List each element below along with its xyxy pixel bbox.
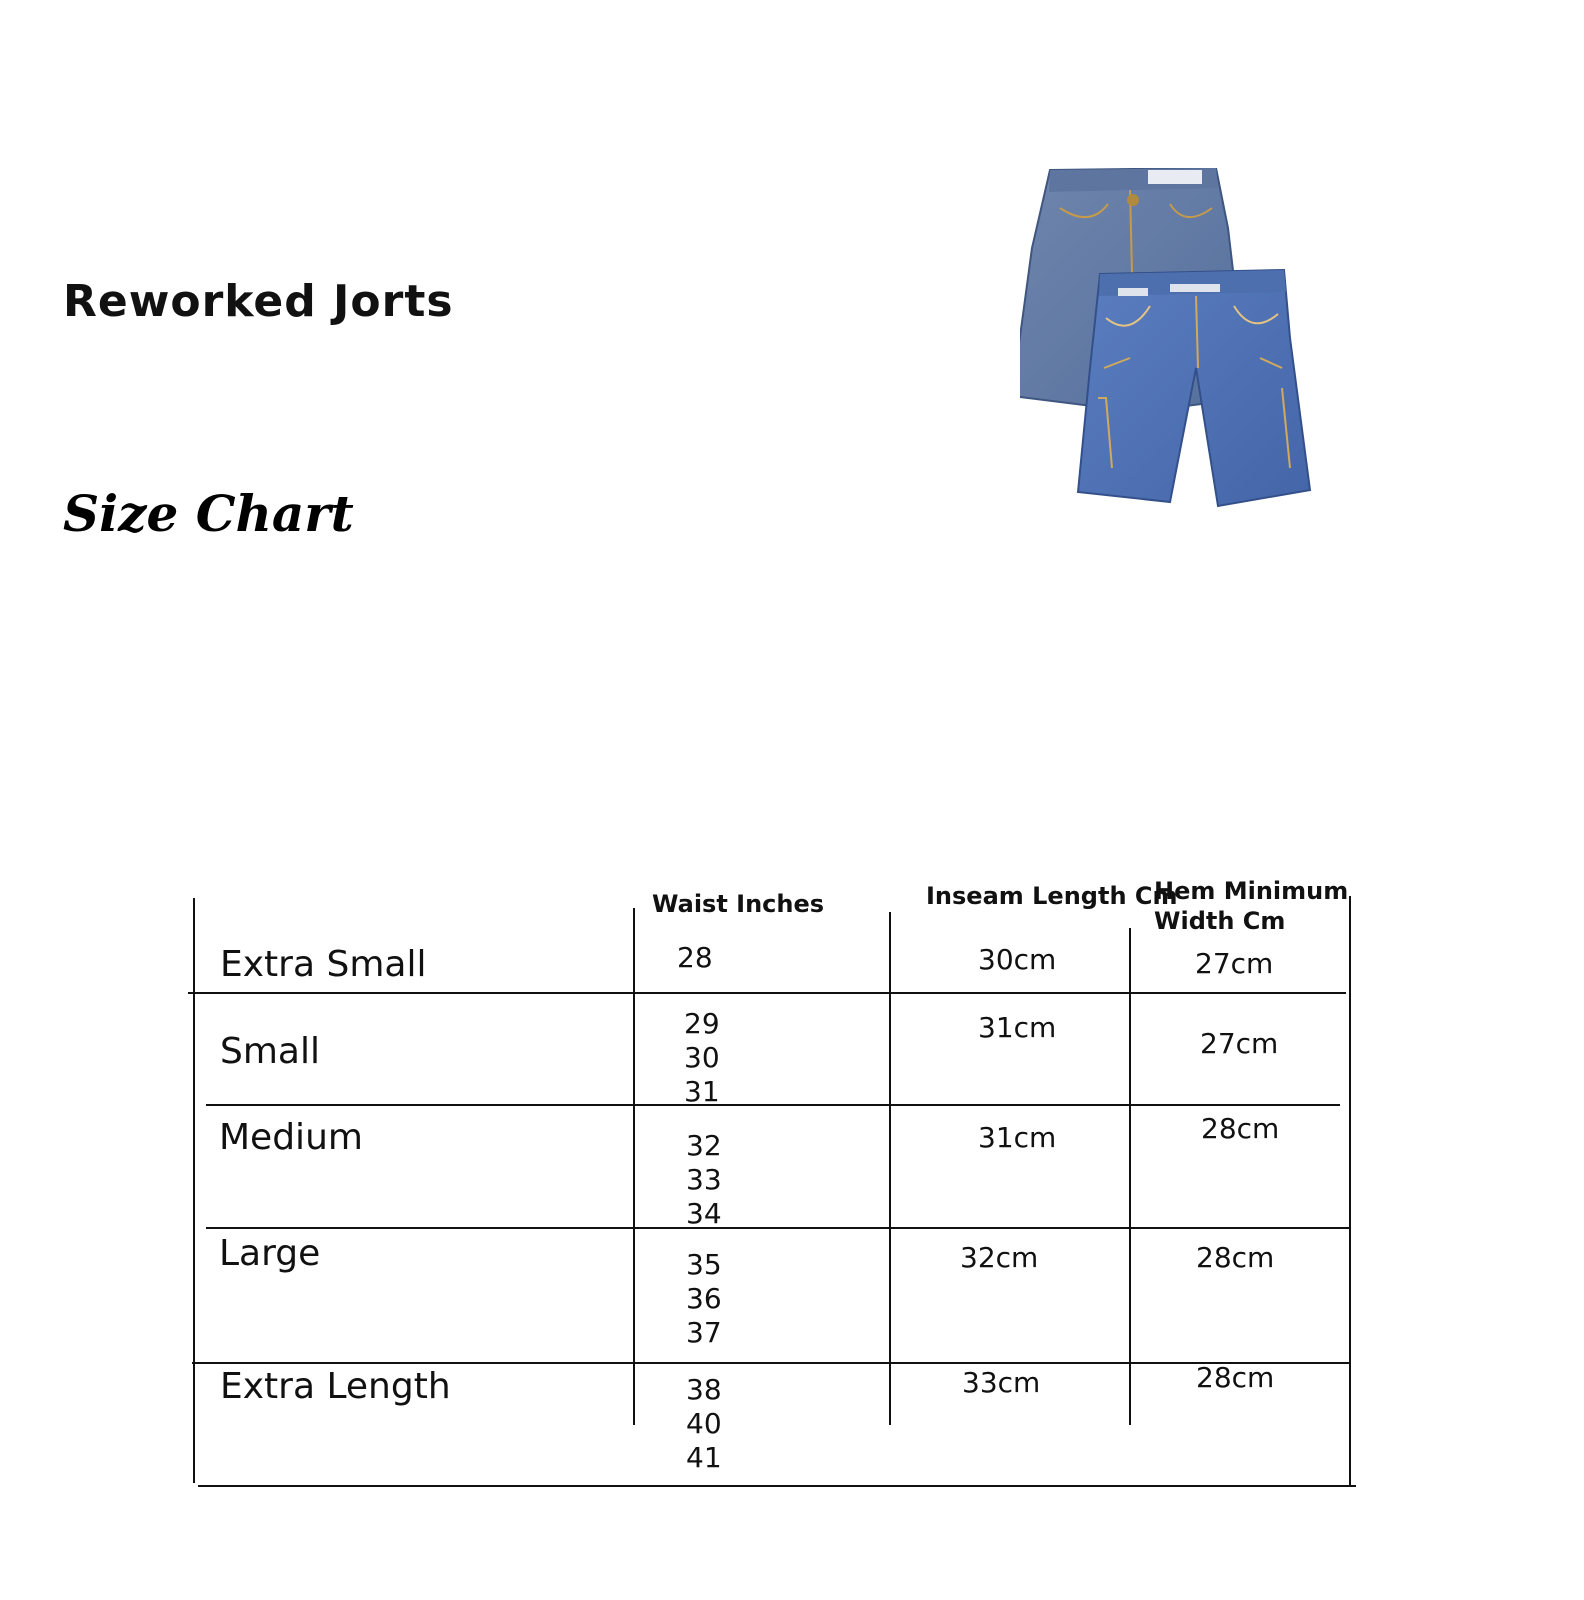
waist-value: 29 30 31 <box>684 1007 720 1108</box>
row-divider <box>188 992 1346 994</box>
inseam-value: 30cm <box>978 943 1057 976</box>
page-title: Reworked Jorts <box>63 276 454 327</box>
table-left-border <box>193 898 195 1483</box>
table-bottom-border <box>198 1485 1356 1487</box>
denim-shorts-photo <box>1020 168 1330 520</box>
table-divider-waist <box>633 908 635 1425</box>
inseam-value: 32cm <box>960 1241 1039 1274</box>
inseam-value: 31cm <box>978 1121 1057 1154</box>
waist-value: 35 36 37 <box>686 1248 722 1349</box>
inseam-value: 31cm <box>978 1011 1057 1044</box>
header-waist: Waist Inches <box>652 890 825 918</box>
table-right-border <box>1349 896 1351 1485</box>
size-label: Extra Small <box>220 944 427 985</box>
inseam-value: 33cm <box>962 1366 1041 1399</box>
waist-value: 28 <box>677 941 713 974</box>
hem-value: 28cm <box>1196 1361 1275 1394</box>
row-divider <box>206 1104 1340 1106</box>
size-label: Large <box>219 1233 321 1274</box>
size-chart-heading: Size Chart <box>63 484 354 543</box>
table-divider-inseam <box>889 912 891 1425</box>
row-divider <box>206 1227 1350 1229</box>
size-label: Extra Length <box>220 1366 451 1407</box>
size-label: Small <box>220 1031 320 1072</box>
header-hem: Hem Minimum Width Cm <box>1154 877 1349 935</box>
size-label: Medium <box>219 1117 363 1158</box>
header-inseam: Inseam Length Cm <box>926 882 1178 910</box>
hem-value: 28cm <box>1196 1241 1275 1274</box>
hem-value: 27cm <box>1195 947 1274 980</box>
waist-value: 38 40 41 <box>686 1373 722 1474</box>
table-divider-hem <box>1129 928 1131 1425</box>
waist-value: 32 33 34 <box>686 1129 722 1230</box>
hem-value: 27cm <box>1200 1027 1279 1060</box>
row-divider <box>192 1362 1350 1364</box>
hem-value: 28cm <box>1201 1112 1280 1145</box>
